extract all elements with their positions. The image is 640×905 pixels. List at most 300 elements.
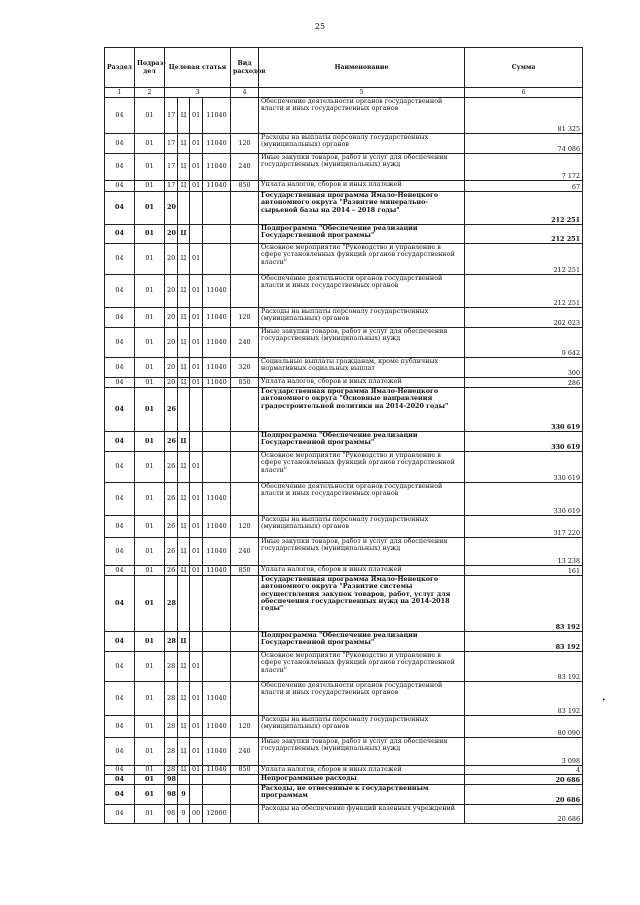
podrazdel-cell: 01 xyxy=(135,432,165,452)
sum-cell: 83 192 xyxy=(465,632,583,652)
expense-type-cell xyxy=(231,576,259,632)
direction-code-cell xyxy=(203,775,231,785)
sum-cell: 300 xyxy=(465,358,583,378)
podrazdel-cell: 01 xyxy=(135,452,165,483)
razdel-cell: 04 xyxy=(105,538,135,566)
direction-code-cell xyxy=(203,244,231,275)
sum-cell: 212 251 xyxy=(465,192,583,225)
razdel-cell: 04 xyxy=(105,134,135,154)
podrazdel-cell: 01 xyxy=(135,805,165,824)
name-cell: Расходы на выплаты персоналу государственных (муниципальных) органов xyxy=(259,134,465,154)
event-code-cell: 01 xyxy=(190,244,203,275)
program-code-cell: 20 xyxy=(165,328,178,358)
subprogram-code-cell: Ц xyxy=(178,632,190,652)
expense-type-cell: 120 xyxy=(231,716,259,738)
event-code-cell: 01 xyxy=(190,738,203,766)
subprogram-code-cell: Ц xyxy=(178,716,190,738)
expense-type-cell xyxy=(231,388,259,432)
name-cell: Расходы на обеспечение функций казенных учреждений xyxy=(259,805,465,824)
podrazdel-cell: 01 xyxy=(135,775,165,785)
program-code-cell: 17 xyxy=(165,154,178,181)
name-cell: Основное мероприятие "Руководство и управление в сфере установленных функций органов государственной власти" xyxy=(259,652,465,682)
name-cell: Уплата налогов, сборов и иных платежей xyxy=(259,378,465,388)
subprogram-code-cell: Ц xyxy=(178,538,190,566)
program-code-cell: 28 xyxy=(165,682,178,716)
name-cell: Обеспечение деятельности органов государственной власти и иных государственных органов xyxy=(259,682,465,716)
expense-type-cell: 320 xyxy=(231,358,259,378)
subprogram-code-cell: Ц xyxy=(178,181,190,192)
subprogram-code-cell: Ц xyxy=(178,766,190,775)
razdel-cell: 04 xyxy=(105,388,135,432)
table-row xyxy=(105,682,583,716)
podrazdel-cell: 01 xyxy=(135,516,165,538)
col-number: 2 xyxy=(135,88,165,98)
podrazdel-cell: 01 xyxy=(135,652,165,682)
subprogram-code-cell: Ц xyxy=(178,358,190,378)
event-code-cell: 01 xyxy=(190,682,203,716)
sum-cell: 74 086 xyxy=(465,134,583,154)
subprogram-code-cell: Ц xyxy=(178,652,190,682)
table-row xyxy=(105,154,583,181)
col-number: 3 xyxy=(165,88,231,98)
sum-cell: 330 619 xyxy=(465,483,583,516)
event-code-cell: 01 xyxy=(190,154,203,181)
program-code-cell: 26 xyxy=(165,566,178,576)
razdel-cell: 04 xyxy=(105,775,135,785)
col-number: 4 xyxy=(231,88,259,98)
direction-code-cell: 11040 xyxy=(203,483,231,516)
name-cell: Уплата налогов, сборов и иных платежей xyxy=(259,566,465,576)
sum-cell: 9 642 xyxy=(465,328,583,358)
direction-code-cell: 11040 xyxy=(203,328,231,358)
program-code-cell: 98 xyxy=(165,785,178,805)
direction-code-cell: 11040 xyxy=(203,275,231,308)
table-row xyxy=(105,328,583,358)
subprogram-code-cell xyxy=(178,775,190,785)
subprogram-code-cell: Ц xyxy=(178,244,190,275)
table-row xyxy=(105,181,583,192)
expense-type-cell xyxy=(231,682,259,716)
budget-table xyxy=(104,47,583,824)
direction-code-cell: 12000 xyxy=(203,805,231,824)
table-row xyxy=(105,275,583,308)
event-code-cell xyxy=(190,432,203,452)
event-code-cell: 01 xyxy=(190,538,203,566)
table-row xyxy=(105,576,583,632)
event-code-cell xyxy=(190,632,203,652)
program-code-cell: 28 xyxy=(165,632,178,652)
podrazdel-cell: 01 xyxy=(135,576,165,632)
expense-type-cell xyxy=(231,244,259,275)
expense-type-cell xyxy=(231,785,259,805)
table-row xyxy=(105,308,583,328)
program-code-cell: 26 xyxy=(165,452,178,483)
direction-code-cell xyxy=(203,192,231,225)
direction-code-cell xyxy=(203,225,231,244)
direction-code-cell: 11040 xyxy=(203,358,231,378)
header-vid: Вид расходов xyxy=(231,48,259,88)
program-code-cell: 17 xyxy=(165,98,178,134)
event-code-cell: 01 xyxy=(190,566,203,576)
name-cell: Основное мероприятие "Руководство и управление в сфере установленных функций органов государственной власти" xyxy=(259,452,465,483)
expense-type-cell xyxy=(231,432,259,452)
table-row xyxy=(105,516,583,538)
program-code-cell: 26 xyxy=(165,483,178,516)
program-code-cell: 98 xyxy=(165,775,178,785)
expense-type-cell: 240 xyxy=(231,154,259,181)
subprogram-code-cell xyxy=(178,576,190,632)
header-tselevaya: Целевая статья xyxy=(165,48,231,88)
subprogram-code-cell: Ц xyxy=(178,452,190,483)
name-cell: Непрограммные расходы xyxy=(259,775,465,785)
podrazdel-cell: 01 xyxy=(135,785,165,805)
razdel-cell: 04 xyxy=(105,432,135,452)
program-code-cell: 17 xyxy=(165,134,178,154)
podrazdel-cell: 01 xyxy=(135,328,165,358)
table-row xyxy=(105,244,583,275)
sum-cell: 317 220 xyxy=(465,516,583,538)
sum-cell: 83 192 xyxy=(465,682,583,716)
subprogram-code-cell: Ц xyxy=(178,483,190,516)
table-row xyxy=(105,358,583,378)
subprogram-code-cell: Ц xyxy=(178,738,190,766)
event-code-cell xyxy=(190,225,203,244)
program-code-cell: 26 xyxy=(165,516,178,538)
page-number: 25 xyxy=(314,22,326,31)
table-row xyxy=(105,483,583,516)
program-code-cell: 28 xyxy=(165,716,178,738)
expense-type-cell: 120 xyxy=(231,308,259,328)
podrazdel-cell: 01 xyxy=(135,738,165,766)
razdel-cell: 04 xyxy=(105,576,135,632)
event-code-cell: 01 xyxy=(190,308,203,328)
header-naim: Наименование xyxy=(259,48,465,88)
table-row xyxy=(105,785,583,805)
direction-code-cell: 11040 xyxy=(203,766,231,775)
expense-type-cell xyxy=(231,632,259,652)
sum-cell: 67 xyxy=(465,181,583,192)
event-code-cell: 01 xyxy=(190,516,203,538)
name-cell: Иные закупки товаров, работ и услуг для обеспечения государственных (муниципальных) нужд xyxy=(259,538,465,566)
program-code-cell: 17 xyxy=(165,181,178,192)
podrazdel-cell: 01 xyxy=(135,154,165,181)
subprogram-code-cell: 9 xyxy=(178,785,190,805)
direction-code-cell: 11040 xyxy=(203,538,231,566)
program-code-cell: 20 xyxy=(165,275,178,308)
sum-cell: 330 619 xyxy=(465,432,583,452)
podrazdel-cell: 01 xyxy=(135,378,165,388)
sum-cell: 161 xyxy=(465,566,583,576)
direction-code-cell xyxy=(203,432,231,452)
expense-type-cell xyxy=(231,805,259,824)
program-code-cell: 26 xyxy=(165,388,178,432)
event-code-cell xyxy=(190,775,203,785)
podrazdel-cell: 01 xyxy=(135,766,165,775)
program-code-cell: 28 xyxy=(165,652,178,682)
direction-code-cell: 11040 xyxy=(203,516,231,538)
direction-code-cell: 11040 xyxy=(203,134,231,154)
sum-cell: 20 686 xyxy=(465,785,583,805)
event-code-cell: 01 xyxy=(190,181,203,192)
expense-type-cell: 850 xyxy=(231,566,259,576)
direction-code-cell: 11040 xyxy=(203,682,231,716)
table-row xyxy=(105,225,583,244)
expense-type-cell xyxy=(231,98,259,134)
subprogram-code-cell: Ц xyxy=(178,154,190,181)
razdel-cell: 04 xyxy=(105,805,135,824)
razdel-cell: 04 xyxy=(105,225,135,244)
event-code-cell xyxy=(190,785,203,805)
direction-code-cell xyxy=(203,652,231,682)
subprogram-code-cell: Ц xyxy=(178,378,190,388)
direction-code-cell: 11040 xyxy=(203,716,231,738)
event-code-cell: 01 xyxy=(190,134,203,154)
podrazdel-cell: 01 xyxy=(135,192,165,225)
podrazdel-cell: 01 xyxy=(135,566,165,576)
expense-type-cell: 240 xyxy=(231,738,259,766)
table-row xyxy=(105,432,583,452)
expense-type-cell xyxy=(231,192,259,225)
table-row xyxy=(105,452,583,483)
table-row xyxy=(105,538,583,566)
name-cell: Иные закупки товаров, работ и услуг для обеспечения государственных (муниципальных) нужд xyxy=(259,738,465,766)
program-code-cell: 26 xyxy=(165,538,178,566)
column-number-row xyxy=(105,88,583,98)
event-code-cell xyxy=(190,388,203,432)
expense-type-cell xyxy=(231,775,259,785)
podrazdel-cell: 01 xyxy=(135,308,165,328)
razdel-cell: 04 xyxy=(105,154,135,181)
razdel-cell: 04 xyxy=(105,328,135,358)
table-row xyxy=(105,192,583,225)
sum-cell: 81 325 xyxy=(465,98,583,134)
expense-type-cell xyxy=(231,652,259,682)
subprogram-code-cell: Ц xyxy=(178,682,190,716)
table-row xyxy=(105,738,583,766)
event-code-cell xyxy=(190,576,203,632)
subprogram-code-cell xyxy=(178,192,190,225)
table-row xyxy=(105,134,583,154)
razdel-cell: 04 xyxy=(105,308,135,328)
event-code-cell xyxy=(190,192,203,225)
col-number: 6 xyxy=(465,88,583,98)
podrazdel-cell: 01 xyxy=(135,358,165,378)
direction-code-cell: 11040 xyxy=(203,378,231,388)
name-cell: Государственная программа Ямало-Ненецкого автономного округа "Основные направления градостроительной политики на 2014-2020 годы" xyxy=(259,388,465,432)
sum-cell: 83 192 xyxy=(465,652,583,682)
subprogram-code-cell: Ц xyxy=(178,275,190,308)
table-row xyxy=(105,98,583,134)
name-cell: Уплата налогов, сборов и иных платежей xyxy=(259,766,465,775)
col-number: 1 xyxy=(105,88,135,98)
program-code-cell: 28 xyxy=(165,576,178,632)
razdel-cell: 04 xyxy=(105,358,135,378)
event-code-cell: 01 xyxy=(190,378,203,388)
expense-type-cell: 120 xyxy=(231,516,259,538)
direction-code-cell: 11040 xyxy=(203,154,231,181)
program-code-cell: 28 xyxy=(165,738,178,766)
razdel-cell: 04 xyxy=(105,785,135,805)
razdel-cell: 04 xyxy=(105,244,135,275)
sum-cell: 212 251 xyxy=(465,244,583,275)
expense-type-cell xyxy=(231,225,259,244)
direction-code-cell xyxy=(203,452,231,483)
podrazdel-cell: 01 xyxy=(135,181,165,192)
podrazdel-cell: 01 xyxy=(135,98,165,134)
expense-type-cell: 850 xyxy=(231,181,259,192)
name-cell: Расходы на выплаты персоналу государственных (муниципальных) органов xyxy=(259,308,465,328)
sum-cell: 4 xyxy=(465,766,583,775)
program-code-cell: 20 xyxy=(165,225,178,244)
subprogram-code-cell: Ц xyxy=(178,225,190,244)
razdel-cell: 04 xyxy=(105,275,135,308)
table-row xyxy=(105,388,583,432)
razdel-cell: 04 xyxy=(105,516,135,538)
header-summa: Сумма xyxy=(465,48,583,88)
event-code-cell: 01 xyxy=(190,483,203,516)
table-row xyxy=(105,378,583,388)
program-code-cell: 20 xyxy=(165,308,178,328)
table-row xyxy=(105,805,583,824)
podrazdel-cell: 01 xyxy=(135,538,165,566)
razdel-cell: 04 xyxy=(105,682,135,716)
name-cell: Подпрограмма "Обеспечение реализации Государственной программы" xyxy=(259,432,465,452)
margin-mark: • xyxy=(602,697,606,704)
direction-code-cell: 11040 xyxy=(203,308,231,328)
podrazdel-cell: 01 xyxy=(135,244,165,275)
razdel-cell: 04 xyxy=(105,192,135,225)
podrazdel-cell: 01 xyxy=(135,716,165,738)
subprogram-code-cell: Ц xyxy=(178,328,190,358)
event-code-cell: 01 xyxy=(190,652,203,682)
event-code-cell: 01 xyxy=(190,358,203,378)
sum-cell: 330 619 xyxy=(465,388,583,432)
direction-code-cell xyxy=(203,785,231,805)
program-code-cell: 28 xyxy=(165,766,178,775)
sum-cell: 7 172 xyxy=(465,154,583,181)
program-code-cell: 98 xyxy=(165,805,178,824)
event-code-cell: 00 xyxy=(190,805,203,824)
podrazdel-cell: 01 xyxy=(135,388,165,432)
podrazdel-cell: 01 xyxy=(135,483,165,516)
direction-code-cell: 11040 xyxy=(203,566,231,576)
sum-cell: 80 090 xyxy=(465,716,583,738)
name-cell: Государственная программа Ямало-Ненецкого автономного округа "Развитие минерально-сырьевой базы на 2014 – 2018 годы" xyxy=(259,192,465,225)
podrazdel-cell: 01 xyxy=(135,225,165,244)
expense-type-cell: 120 xyxy=(231,134,259,154)
program-code-cell: 20 xyxy=(165,358,178,378)
direction-code-cell: 11040 xyxy=(203,98,231,134)
razdel-cell: 04 xyxy=(105,483,135,516)
subprogram-code-cell: Ц xyxy=(178,308,190,328)
name-cell: Основное мероприятие "Руководство и управление в сфере установленных функций органов государственной власти" xyxy=(259,244,465,275)
subprogram-code-cell: Ц xyxy=(178,432,190,452)
subprogram-code-cell: 9 xyxy=(178,805,190,824)
name-cell: Обеспечение деятельности органов государственной власти и иных государственных органов xyxy=(259,483,465,516)
razdel-cell: 04 xyxy=(105,738,135,766)
direction-code-cell: 11040 xyxy=(203,738,231,766)
name-cell: Подпрограмма "Обеспечение реализации Государственной программы" xyxy=(259,225,465,244)
subprogram-code-cell: Ц xyxy=(178,566,190,576)
subprogram-code-cell xyxy=(178,388,190,432)
razdel-cell: 04 xyxy=(105,181,135,192)
sum-cell: 212 251 xyxy=(465,275,583,308)
sum-cell: 330 619 xyxy=(465,452,583,483)
direction-code-cell xyxy=(203,632,231,652)
name-cell: Уплата налогов, сборов и иных платежей xyxy=(259,181,465,192)
podrazdel-cell: 01 xyxy=(135,275,165,308)
name-cell: Расходы на выплаты персоналу государственных (муниципальных) органов xyxy=(259,716,465,738)
name-cell: Обеспечение деятельности органов государственной власти и иных государственных органов xyxy=(259,275,465,308)
program-code-cell: 20 xyxy=(165,244,178,275)
podrazdel-cell: 01 xyxy=(135,682,165,716)
subprogram-code-cell: Ц xyxy=(178,98,190,134)
event-code-cell: 01 xyxy=(190,716,203,738)
col-number: 5 xyxy=(259,88,465,98)
name-cell: Расходы, не отнесенные к государственным программам xyxy=(259,785,465,805)
podrazdel-cell: 01 xyxy=(135,632,165,652)
program-code-cell: 20 xyxy=(165,192,178,225)
header-razdel: Раздел xyxy=(105,48,135,88)
razdel-cell: 04 xyxy=(105,716,135,738)
sum-cell: 20 686 xyxy=(465,775,583,785)
sum-cell: 286 xyxy=(465,378,583,388)
name-cell: Обеспечение деятельности органов государственной власти и иных государственных органов xyxy=(259,98,465,134)
table-row xyxy=(105,566,583,576)
razdel-cell: 04 xyxy=(105,766,135,775)
event-code-cell: 01 xyxy=(190,328,203,358)
table-body xyxy=(105,98,583,824)
expense-type-cell: 850 xyxy=(231,378,259,388)
table-row xyxy=(105,775,583,785)
sum-cell: 212 251 xyxy=(465,225,583,244)
subprogram-code-cell: Ц xyxy=(178,516,190,538)
sum-cell: 83 192 xyxy=(465,576,583,632)
subprogram-code-cell: Ц xyxy=(178,134,190,154)
table-row xyxy=(105,652,583,682)
program-code-cell: 26 xyxy=(165,432,178,452)
expense-type-cell xyxy=(231,452,259,483)
expense-type-cell: 240 xyxy=(231,538,259,566)
razdel-cell: 04 xyxy=(105,632,135,652)
expense-type-cell xyxy=(231,483,259,516)
program-code-cell: 20 xyxy=(165,378,178,388)
razdel-cell: 04 xyxy=(105,98,135,134)
table-row xyxy=(105,716,583,738)
event-code-cell: 01 xyxy=(190,275,203,308)
podrazdel-cell: 01 xyxy=(135,134,165,154)
expense-type-cell: 240 xyxy=(231,328,259,358)
name-cell: Расходы на выплаты персоналу государственных (муниципальных) органов xyxy=(259,516,465,538)
header-podrazdel: Подраз-дел xyxy=(135,48,165,88)
sum-cell: 202 023 xyxy=(465,308,583,328)
razdel-cell: 04 xyxy=(105,452,135,483)
name-cell: Иные закупки товаров, работ и услуг для обеспечения государственных (муниципальных) нужд xyxy=(259,328,465,358)
sum-cell: 13 238 xyxy=(465,538,583,566)
sum-cell: 3 098 xyxy=(465,738,583,766)
direction-code-cell: 11040 xyxy=(203,181,231,192)
razdel-cell: 04 xyxy=(105,378,135,388)
razdel-cell: 04 xyxy=(105,566,135,576)
expense-type-cell: 850 xyxy=(231,766,259,775)
event-code-cell: 01 xyxy=(190,98,203,134)
event-code-cell: 01 xyxy=(190,766,203,775)
event-code-cell: 01 xyxy=(190,452,203,483)
direction-code-cell xyxy=(203,388,231,432)
name-cell: Подпрограмма "Обеспечение реализации Государственной программы" xyxy=(259,632,465,652)
sum-cell: 20 686 xyxy=(465,805,583,824)
name-cell: Государственная программа Ямало-Ненецкого автономного округа "Развитие системы осуществления закупок товаров, работ, услуг для обеспечения государственных нужд на 2014-2018 годы" xyxy=(259,576,465,632)
